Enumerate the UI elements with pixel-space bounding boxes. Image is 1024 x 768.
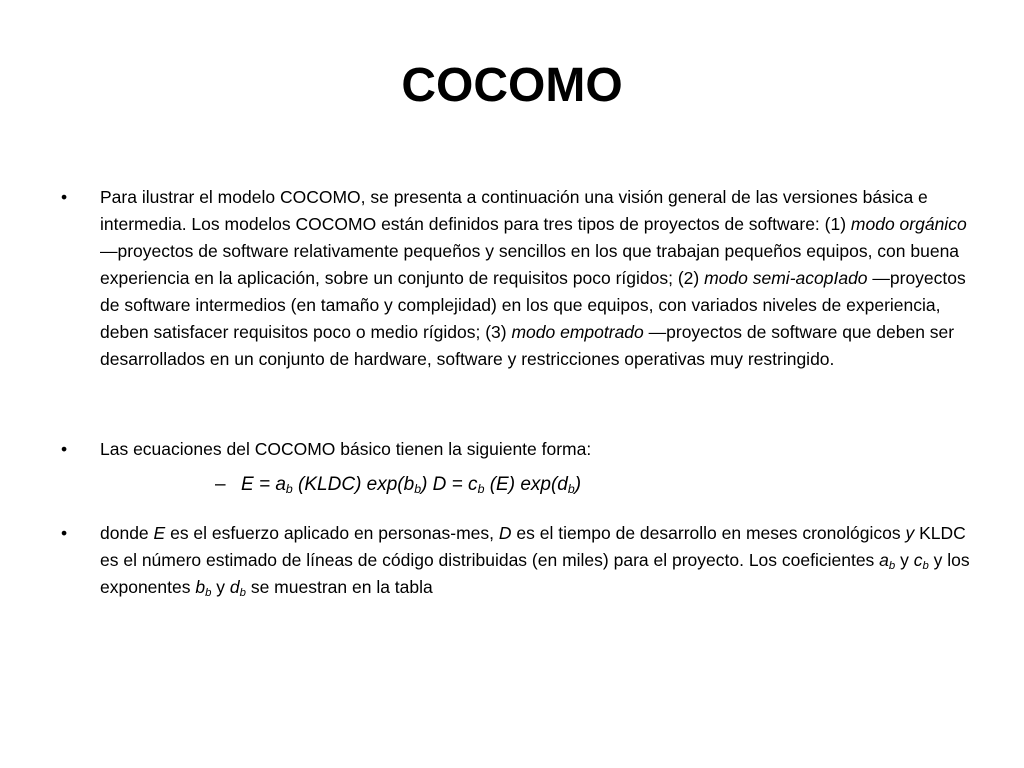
emphasis-text: a [879,550,889,570]
bullet-text: donde [100,523,154,543]
bullet-item-definitions [61,520,970,601]
bullet-text: es el tiempo de desarrollo en meses cronológicos [511,523,906,543]
bullet-text: Para ilustrar el modelo COCOMO, se presenta a continuación una visión general de las versiones básica e intermedia. Los modelos COCOMO están definidos para tres tipos de proyectos de software: (1) [100,187,928,234]
emphasis-text: b [195,577,206,597]
formula-part: (KLDC) exp(b [292,474,415,495]
bullet-text: y [211,577,230,597]
formula-part: ) D = c [421,474,478,495]
formula-subscript: b [285,482,293,497]
bullet-text: —proyectos de software relativamente pequeños y sencillos en los que trabajan pequeños equipos, con buena experiencia en la aplicación, sobre un conjunto de requisitos poco rígidos; (2) [100,241,960,288]
formula-part: E = a [241,474,286,495]
formula-line [215,471,582,498]
formula-subscript: b [414,482,422,497]
formula-part: ) [574,474,582,495]
bullet-marker: • [61,523,68,543]
emphasis-text: D [498,523,512,543]
emphasis-subscript: b [239,586,246,599]
bullet-text: —proyectos de software intermedios (en tamaño y complejidad) en los que equipos, con variados niveles de experiencia, deben satisfacer requisitos poco o medio rígidos; (3) [100,268,966,342]
emphasis-text: d [229,577,240,597]
sub-bullet-dash: – [215,474,226,495]
bullet-item-modes [61,184,970,373]
emphasis-text: E [153,523,166,543]
bullet-text: Las ecuaciones del COCOMO básico tienen la siguiente forma: [100,439,592,459]
bullet-text: —proyectos de software que deben ser desarrollados en un conjunto de hardware, software y restricciones operativas muy restringido. [100,322,955,369]
bullet-text: KLDC es el número estimado de líneas de código distribuidas (en miles) para el proyecto. Los coeficientes [100,523,966,570]
bullet-text: es el esfuerzo aplicado en personas-mes, [165,523,499,543]
emphasis-text: c [913,550,923,570]
emphasis-text: modo orgánico [850,214,967,234]
emphasis-subscript: b [922,559,929,572]
bullet-marker: • [61,439,68,459]
emphasis-subscript: b [205,586,212,599]
formula-subscript: b [567,482,575,497]
formula-subscript: b [477,482,485,497]
bullet-marker: • [61,187,68,207]
bullet-text: y los exponentes [100,550,970,597]
bullet-item-equations [61,436,970,463]
bullet-text: se muestran en la tabla [245,577,433,597]
emphasis-subscript: b [888,559,896,572]
formula-part: (E) exp(d [484,474,568,495]
emphasis-text: modo empotrado [511,322,644,342]
slide-title: COCOMO [401,59,623,112]
bullet-text: y [895,550,914,570]
emphasis-text: y [905,523,915,543]
emphasis-text: modo semi-acopIado [704,268,868,288]
